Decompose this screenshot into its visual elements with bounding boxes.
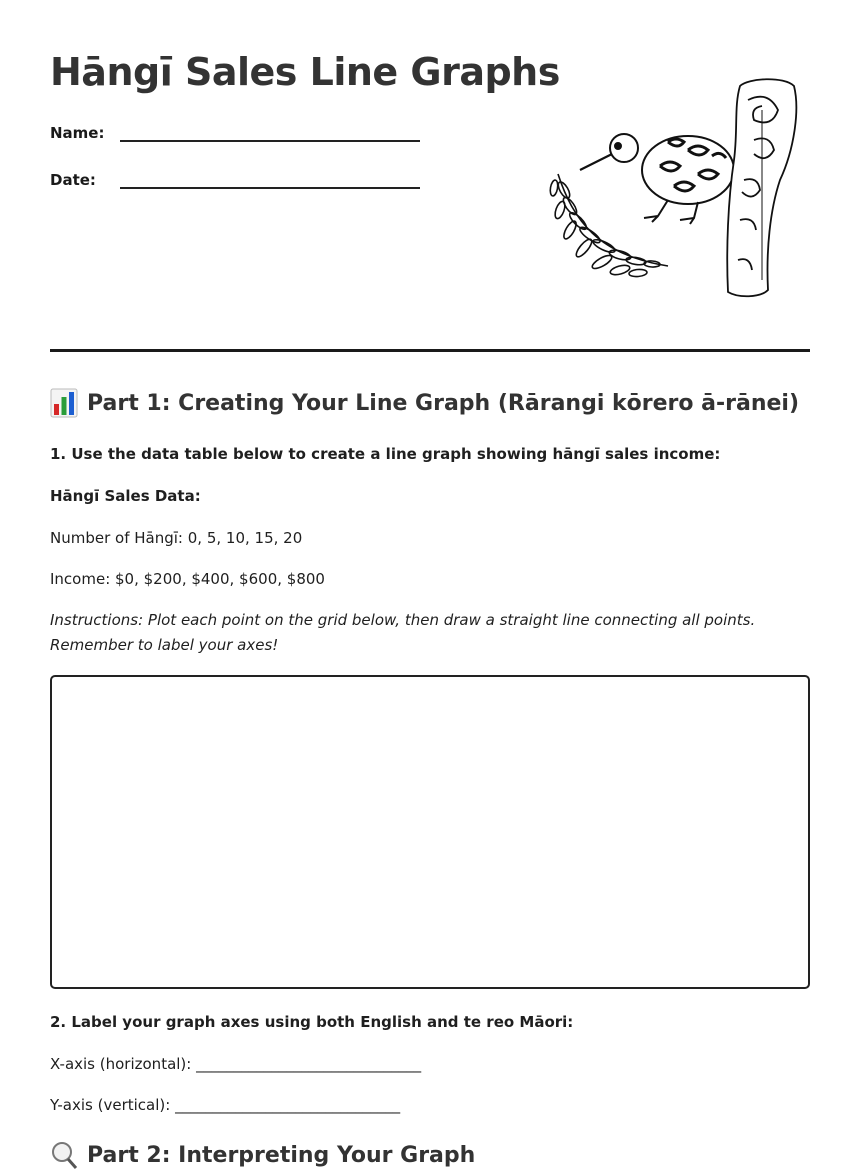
page-title: Hāngī Sales Line Graphs	[50, 50, 560, 94]
question-2: 2. Label your graph axes using both English and te reo Māori:	[50, 1013, 574, 1031]
part1-heading	[50, 388, 799, 418]
part2-heading	[50, 1140, 475, 1170]
date-line[interactable]	[120, 167, 420, 189]
data-heading: Hāngī Sales Data:	[50, 487, 201, 505]
date-field[interactable]	[50, 167, 420, 189]
income-line: Income: $0, $200, $400, $600, $800	[50, 570, 325, 588]
name-line[interactable]	[120, 120, 420, 142]
part2-heading-text: Part 2: Interpreting Your Graph	[87, 1142, 476, 1168]
kiwi-icon	[580, 134, 734, 224]
name-field[interactable]	[50, 120, 420, 142]
x-axis-label-line[interactable]: X-axis (horizontal): ______________________________	[50, 1055, 422, 1073]
part1-heading-text: Part 1: Creating Your Line Graph (Rārangi kōrero ā-rānei)	[87, 390, 800, 416]
bar-chart-icon	[50, 388, 78, 418]
date-label: Date:	[50, 171, 96, 189]
y-axis-label-line[interactable]: Y-axis (vertical): ______________________________	[50, 1096, 401, 1114]
kiwi-fern-carving-illustration	[548, 70, 808, 310]
magnifier-icon	[50, 1140, 78, 1170]
hangi-count-line: Number of Hāngī: 0, 5, 10, 15, 20	[50, 529, 303, 547]
instructions: Instructions: Plot each point on the grid below, then draw a straight line connecting all points. Remember to label your axes!	[50, 611, 756, 654]
carving-icon	[727, 79, 796, 296]
question-1: 1. Use the data table below to create a line graph showing hāngī sales income:	[50, 445, 721, 463]
name-label: Name:	[50, 124, 105, 142]
graph-drawing-area[interactable]	[50, 675, 810, 989]
section-divider	[50, 349, 810, 352]
